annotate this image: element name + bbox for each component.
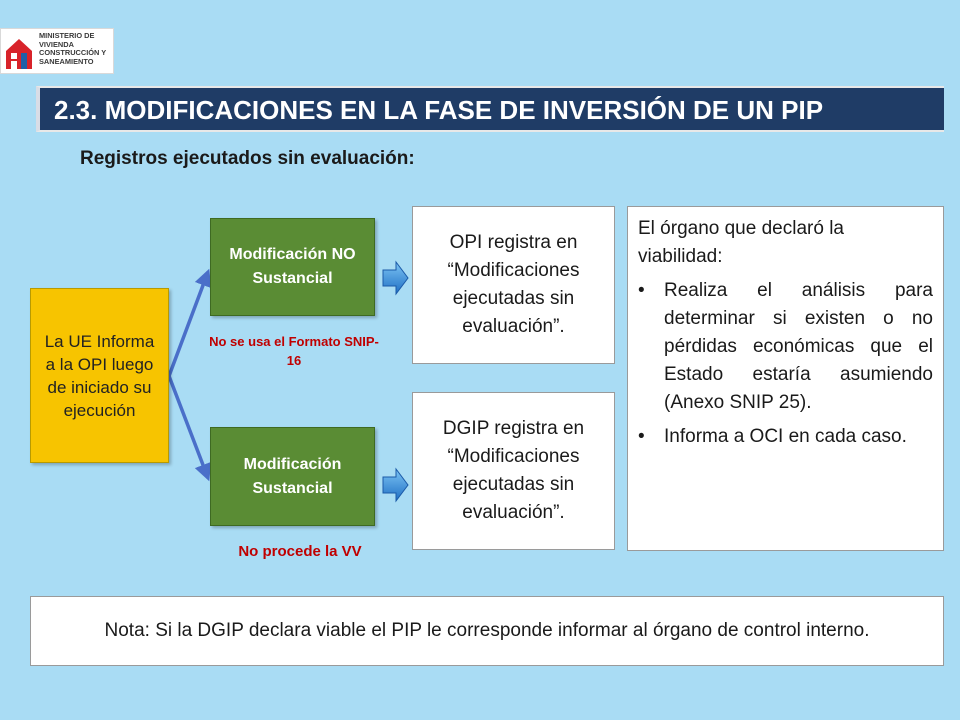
organo-bullet-text: Informa a OCI en cada caso. (664, 426, 907, 447)
organo-bullet (638, 423, 933, 451)
opi-result-box (412, 206, 615, 364)
ministry-logo (0, 28, 114, 74)
connector-to-sustancial (169, 376, 208, 478)
modificacion-sustancial-label: Modificación Sustancial (243, 455, 342, 497)
connector-to-no-sustancial (169, 272, 208, 376)
bullet-dot-icon: • (638, 426, 645, 447)
modificacion-no-sustancial-label: Modificación NO Sustancial (229, 246, 356, 287)
modificacion-sustancial-box (210, 427, 375, 526)
start-box-text: La UE Informa a la OPI luego de iniciado su ejecución (44, 331, 155, 420)
start-box-ue (30, 288, 169, 463)
block-arrow-icon (383, 469, 408, 501)
note-no-formato: No se usa el Formato SNIP-16 (209, 334, 379, 368)
dgip-result-box (412, 392, 615, 550)
bullet-dot-icon: • (638, 280, 645, 301)
logo-line: CONSTRUCCIÓN Y (39, 48, 107, 58)
dgip-result-text: DGIP registra en “Modificaciones ejecutadas sin evaluación”. (442, 418, 585, 523)
organo-bullet-text: Realiza el análisis para determinar si existen o no pérdidas económicas que el Estado estaría asumiendo (Anexo SNIP 25). (664, 280, 933, 413)
organo-intro: El órgano que declaró la viabilidad: (638, 218, 844, 267)
organo-bullet (638, 277, 933, 417)
nota-text: Nota: Si la DGIP declara viable el PIP le corresponde informar al órgano de control interno. (104, 620, 870, 641)
subtitle: Registros ejecutados sin evaluación: (80, 148, 415, 169)
logo-line: MINISTERIO DE (39, 31, 95, 40)
logo-line: VIVIENDA (39, 39, 74, 49)
logo-line: SANEAMIENTO (39, 56, 94, 66)
opi-result-text: OPI registra en “Modificaciones ejecutadas sin evaluación”. (447, 232, 580, 337)
modificacion-no-sustancial-box (210, 218, 375, 316)
block-arrow-icon (383, 262, 408, 294)
logo-text (39, 32, 115, 66)
note-no-procede: No procede la VV (238, 543, 362, 560)
house-logo-icon (4, 33, 34, 71)
nota-box (30, 596, 944, 666)
slide-title: 2.3. MODIFICACIONES EN LA FASE DE INVERSIÓN DE UN PIP (54, 95, 824, 125)
organo-box (627, 206, 944, 551)
